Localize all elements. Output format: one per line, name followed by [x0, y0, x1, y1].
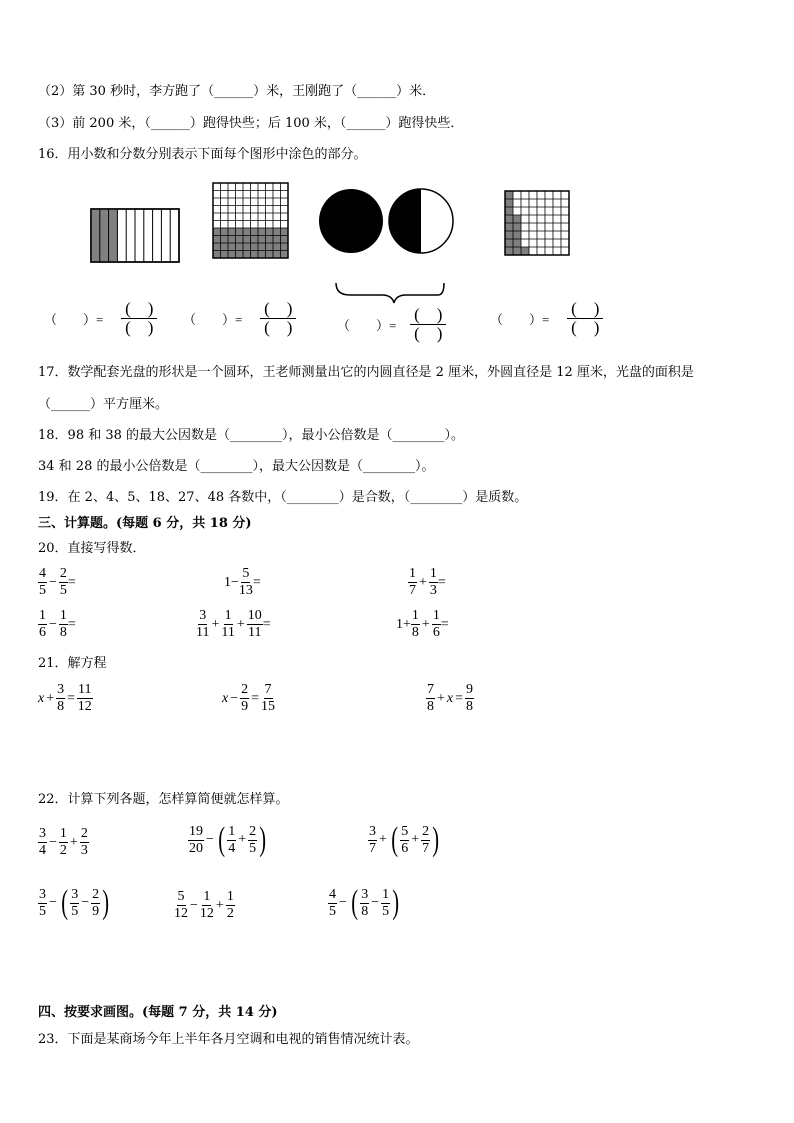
strip-rectangle-figure	[91, 209, 179, 262]
q20-expr-2: 1− $\frac{5}{13}$ =	[224, 566, 261, 598]
q16-title: 16．用小数和分数分别表示下面每个图形中涂色的部分。	[38, 147, 367, 162]
q17-line2: （______）平方厘米。	[38, 397, 169, 412]
q20-expr-3: $\frac{1}{7}$ + $\frac{1}{3}$ =	[409, 566, 446, 598]
q16-answer-3[interactable]: （ ）= ( ) ( )	[337, 306, 446, 343]
eight-grid-figure	[505, 191, 569, 255]
q15-line3: （3）前 200 米，（______）跑得快些；后 100 米，（______）跑得快些．	[38, 116, 464, 131]
q22-expr-3: $\frac{3}{7}$ + ( $\frac{5}{6}$ + $\frac{2}{7}$ )	[369, 821, 440, 858]
q15-line2: （2）第 30 秒时，李方跑了（______）米，王刚跑了（______）米．	[38, 84, 436, 99]
q20-expr-6: 1+ $\frac{1}{8}$ + $\frac{1}{6}$ =	[396, 608, 449, 640]
q22-expr-4: $\frac{3}{5}$ − ( $\frac{3}{5}$ − $\frac{2}{9}$ )	[39, 884, 110, 921]
hundred-grid-figure	[213, 183, 288, 258]
q18-line1: 18．98 和 38 的最大公因数是（________），最小公倍数是（________）。	[38, 428, 465, 443]
q21-title: 21．解方程	[38, 656, 107, 671]
q16-answer-4[interactable]: （ ）= ( ) ( )	[490, 300, 603, 337]
q20-title: 20．直接写得数．	[38, 541, 146, 556]
q21-equation-3: $\frac{7}{8}$ + x = $\frac{9}{8}$	[427, 682, 474, 714]
circles-figure	[319, 189, 453, 253]
section4-title: 四、按要求画图。(每题 7 分，共 14 分)	[38, 1005, 278, 1020]
q17-line1: 17．数学配套光盘的形状是一个圆环，王老师测量出它的内圆直径是 2 厘米，外圆直径是 12 厘米，光盘的面积是	[38, 365, 694, 380]
q22-title: 22．计算下列各题，怎样算简便就怎样算。	[38, 792, 289, 807]
q21-equation-1: x + $\frac{3}{8}$ = $\frac{11}{12}$	[38, 682, 92, 714]
brace-icon	[336, 283, 444, 303]
q22-expr-5: $\frac{5}{12}$ − $\frac{1}{12}$ + $\frac{1}{2}$	[174, 889, 234, 921]
q23-title: 23．下面是某商场今年上半年各月空调和电视的销售情况统计表。	[38, 1032, 419, 1047]
section3-title: 三、计算题。(每题 6 分，共 18 分)	[38, 516, 252, 531]
q22-expr-2: $\frac{19}{20}$ − ( $\frac{1}{4}$ + $\frac{2}{5}$ )	[189, 821, 267, 858]
q22-expr-6: $\frac{4}{5}$ − ( $\frac{3}{8}$ − $\frac{1}{5}$ )	[329, 884, 400, 921]
q20-expr-5: $\frac{3}{11}$ + $\frac{1}{11}$ + $\frac{10}{11}$ =	[196, 608, 271, 640]
q18-line2: 34 和 28 的最小公倍数是（________），最大公因数是（________）。	[38, 459, 435, 474]
q20-expr-1: $\frac{4}{5}$ − $\frac{2}{5}$ =	[39, 566, 76, 598]
q21-equation-2: x − $\frac{2}{9}$ = $\frac{7}{15}$	[222, 682, 276, 714]
q22-expr-1: $\frac{3}{4}$ − $\frac{1}{2}$ + $\frac{2}{3}$	[39, 826, 88, 858]
q20-expr-4: $\frac{1}{6}$ − $\frac{1}{8}$ =	[39, 608, 76, 640]
q16-answer-2[interactable]: （ ）= ( ) ( )	[183, 300, 296, 337]
q16-answer-1[interactable]: （ ）= ( ) ( )	[44, 300, 157, 337]
q19-line1: 19．在 2、4、5、18、27、48 各数中，（________）是合数，（________）是质数。	[38, 490, 528, 505]
